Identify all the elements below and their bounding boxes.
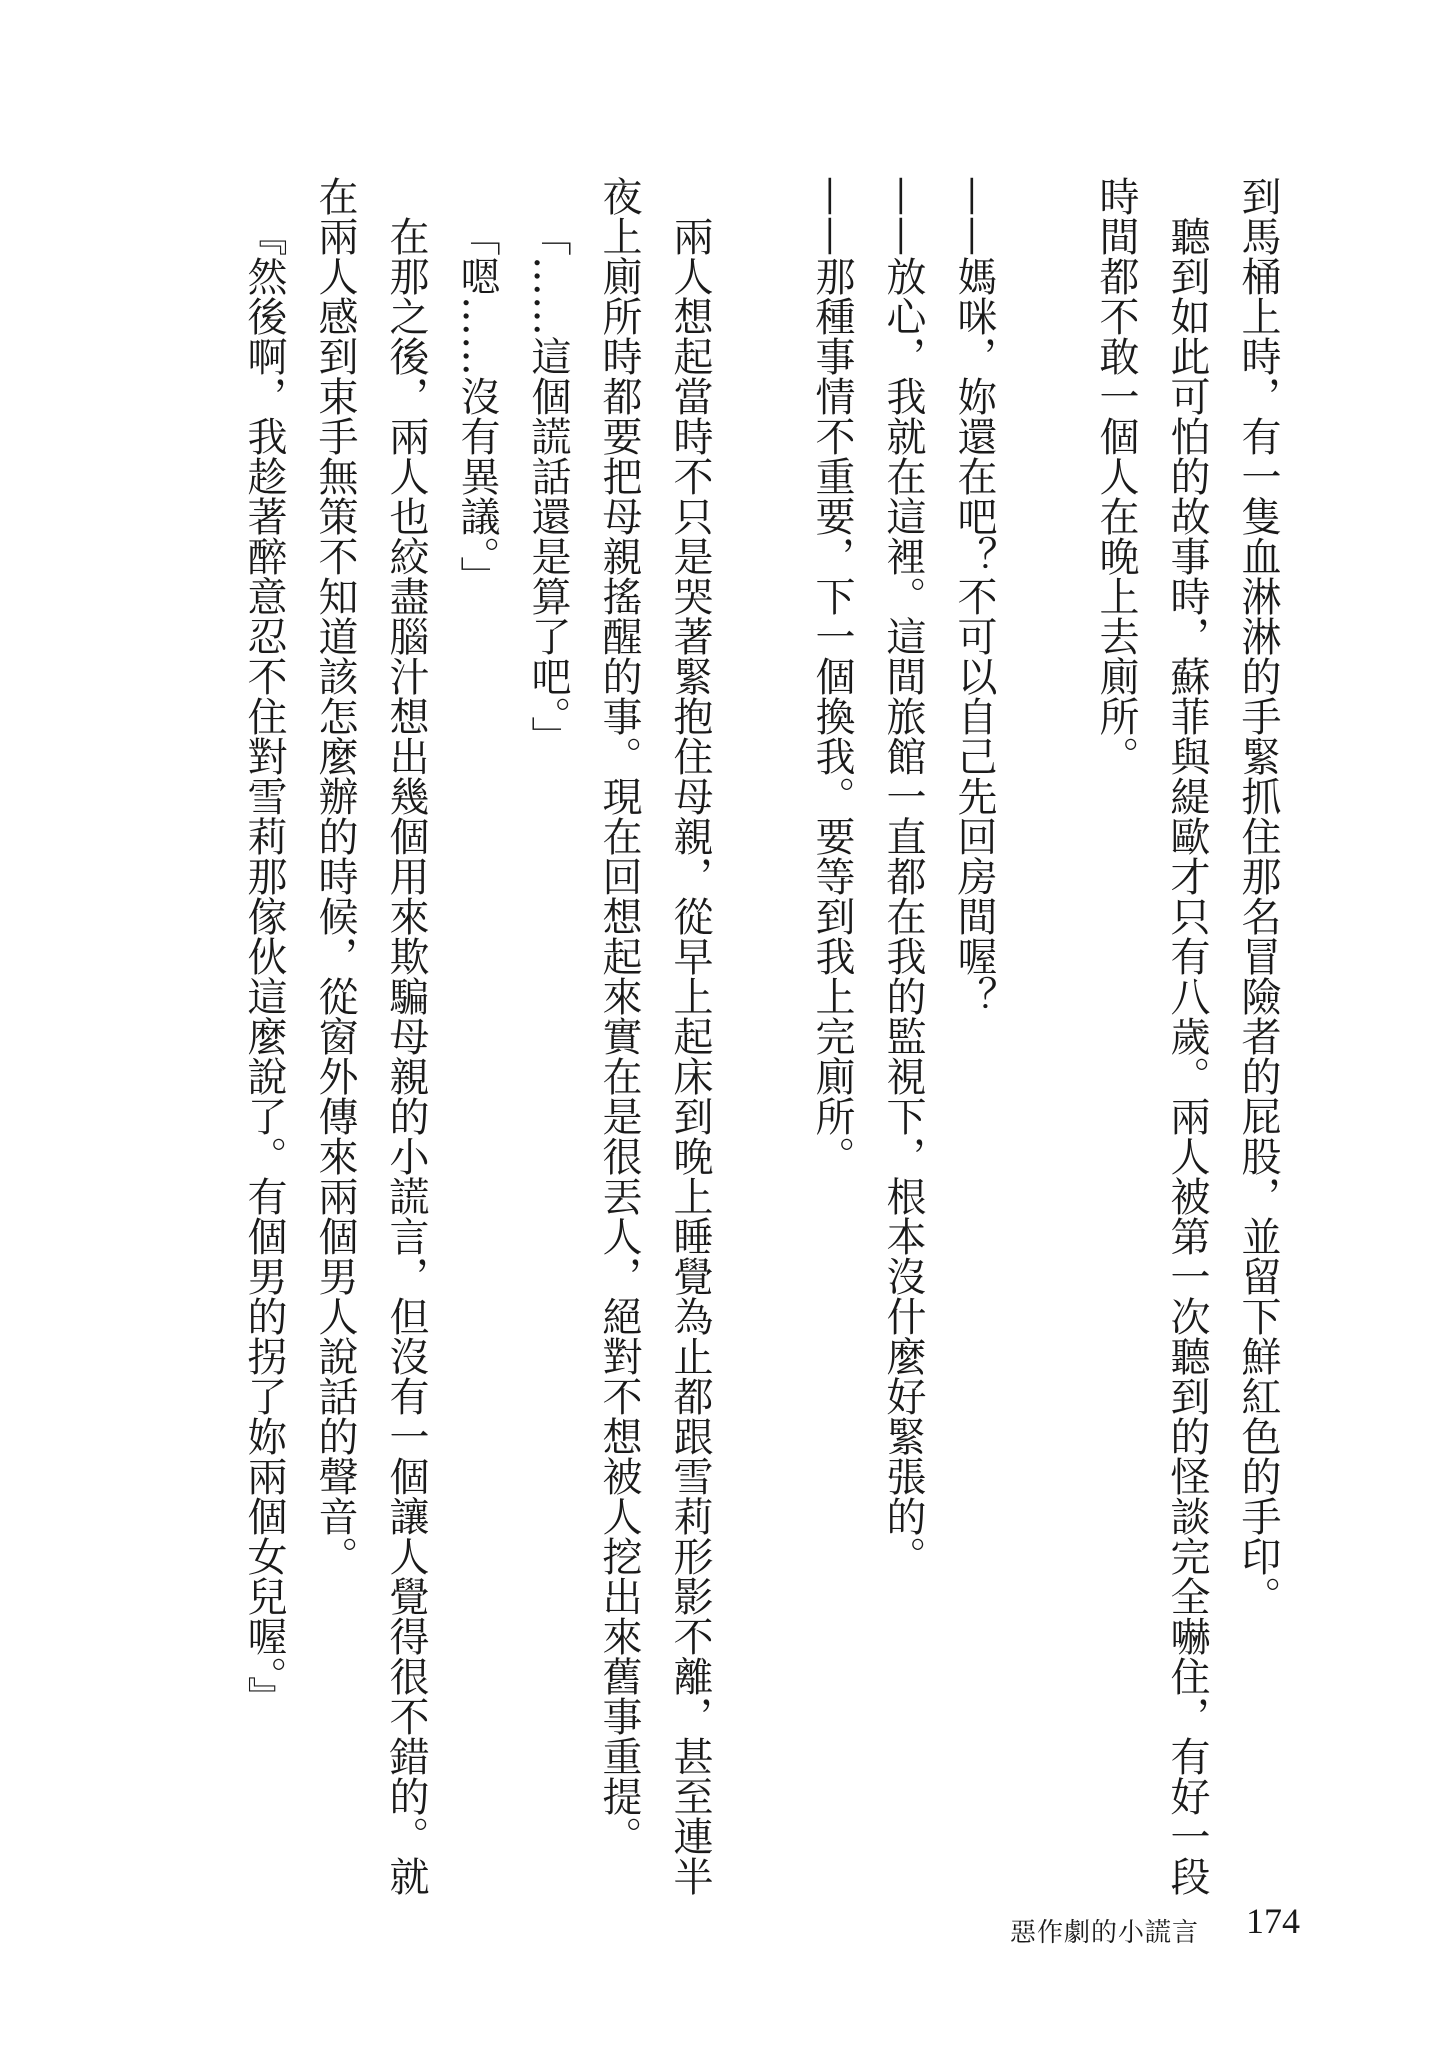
text-line: 兩人想起當時不只是哭著緊抱住母親，從早上起床到晚上睡覺為止都跟雪莉形影不離，甚至連半 xyxy=(667,216,713,1896)
text-line: 在那之後，兩人也絞盡腦汁想出幾個用來欺騙母親的小謊言，但沒有一個讓人覺得很不錯的。就 xyxy=(383,216,429,1896)
text-line: 「……這個謊話還是算了吧。」 xyxy=(525,216,571,756)
text-line: 「嗯……沒有異議。」 xyxy=(454,216,500,596)
running-footer-title: 惡作劇的小謊言 xyxy=(1010,1918,1200,1948)
page-number: 174 xyxy=(1246,1901,1300,1941)
body-text xyxy=(228,176,1293,1896)
text-line: 『然後啊，我趁著醉意忍不住對雪莉那傢伙這麼說了。有個男的拐了妳兩個女兒喔。』 xyxy=(241,216,287,1716)
blank-line xyxy=(725,176,796,1856)
blank-line xyxy=(1009,176,1080,1856)
text-line: 時間都不敢一個人在晚上去廁所。 xyxy=(1093,176,1139,776)
text-line: ——那種事情不重要，下一個換我。要等到我上完廁所。 xyxy=(809,176,855,1176)
text-line: ——媽咪，妳還在吧？不可以自己先回房間喔？ xyxy=(951,176,997,1016)
text-line: 聽到如此可怕的故事時，蘇菲與緹歐才只有八歲。兩人被第一次聽到的怪談完全嚇住，有好一段 xyxy=(1164,216,1210,1896)
text-line: 到馬桶上時，有一隻血淋淋的手緊抓住那名冒險者的屁股，並留下鮮紅色的手印。 xyxy=(1235,176,1281,1616)
text-line: 夜上廁所時都要把母親搖醒的事。現在回想起來實在是很丟人，絕對不想被人挖出來舊事重提。 xyxy=(596,176,642,1856)
text-line: 在兩人感到束手無策不知道該怎麼辦的時候，從窗外傳來兩個男人說話的聲音。 xyxy=(312,176,358,1576)
text-line: ——放心，我就在這裡。這間旅館一直都在我的監視下，根本沒什麼好緊張的。 xyxy=(880,176,926,1576)
